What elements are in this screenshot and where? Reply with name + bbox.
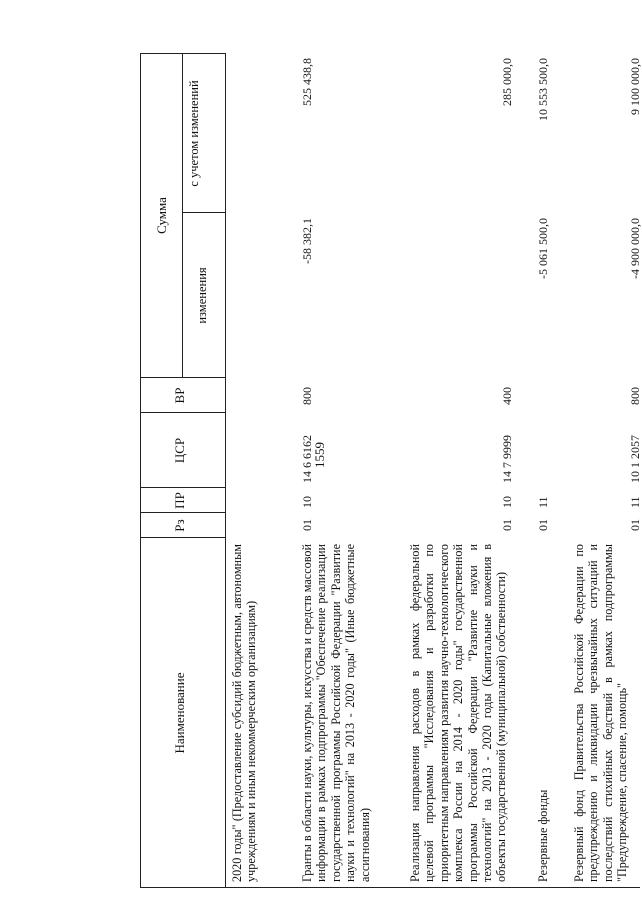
budget-table-rotated [140,53,640,888]
row-rz: 01 [536,519,550,531]
row-pr: 10 [300,496,314,508]
row-rz: 01 [628,519,642,531]
budget-table [140,53,640,888]
header-with-change: с учетом изменений [187,80,201,187]
header-pr: ПР [172,492,187,509]
row-rz: 01 [500,519,514,531]
header-sum: Сумма [154,197,169,234]
row-csr: 14 7 9999 [500,435,514,483]
row-rz: 01 [300,519,314,531]
row-name: Резервный фонд Правительства Российской Федерации по предупреждению и ликвидации чрезвычайных ситуаций и последствий стихийных бедствий в рамках подпрограммы "Предупреждение, спасение, помощь" [572,544,630,882]
header-change: изменения [195,267,209,324]
sum-subheader-line [182,53,183,378]
row-vr: 800 [300,387,314,405]
row-change: -58 382,1 [300,218,314,264]
table-border-left [140,887,640,888]
row-name: Резервные фонды [536,789,550,882]
row-with-change: 10 553 500,0 [536,58,550,121]
row-csr: 14 6 6162 [300,435,314,483]
row-with-change: 9 100 000,0 [628,58,642,115]
row-name: Реализация направления расходов в рамках федеральной целевой программы "Исследования и разработки по приоритетным направлениям развития научно-технологического комплекса России на 2014 - 2020 годы" государственной программы Российской Федерации "Развитие науки и технологий" на 2013 - 2020 годы (Капитальные вложения в объекты государственной (муниципальной) собственности) [408,544,509,882]
table-border-top [140,53,141,888]
header-csr: ЦСР [172,437,187,464]
row-vr: 400 [500,387,514,405]
header-rz: Рз [172,519,187,532]
header-bottom-line [225,53,226,888]
page-number: 1559 [312,442,327,468]
row-pr: 11 [536,496,550,508]
header-vr: ВР [172,387,187,404]
row-with-change: 285 000,0 [500,58,514,106]
row-vr: 800 [628,387,642,405]
row-name: Гранты в области науки, культуры, искусства и средств массовой информации в рамках подпрограммы "Обеспечение реализации государственной программы Российской Федерации "Развитие науки и технологий" на 2013 - 2020 годы" (Иные бюджетные ассигнования) [300,544,372,882]
row-change: -4 900 000,0 [628,218,642,279]
row-csr: 10 1 2057 [628,435,642,483]
row-name: 2020 годы" (Предоставление субсидий бюджетным, автономным учреждениям и иным некоммерческим организациям) [230,544,259,882]
header-name: Наименование [172,672,187,754]
row-with-change: 525 438,8 [300,58,314,106]
row-pr: 10 [500,496,514,508]
row-change: -5 061 500,0 [536,218,550,279]
row-pr: 11 [628,496,642,508]
